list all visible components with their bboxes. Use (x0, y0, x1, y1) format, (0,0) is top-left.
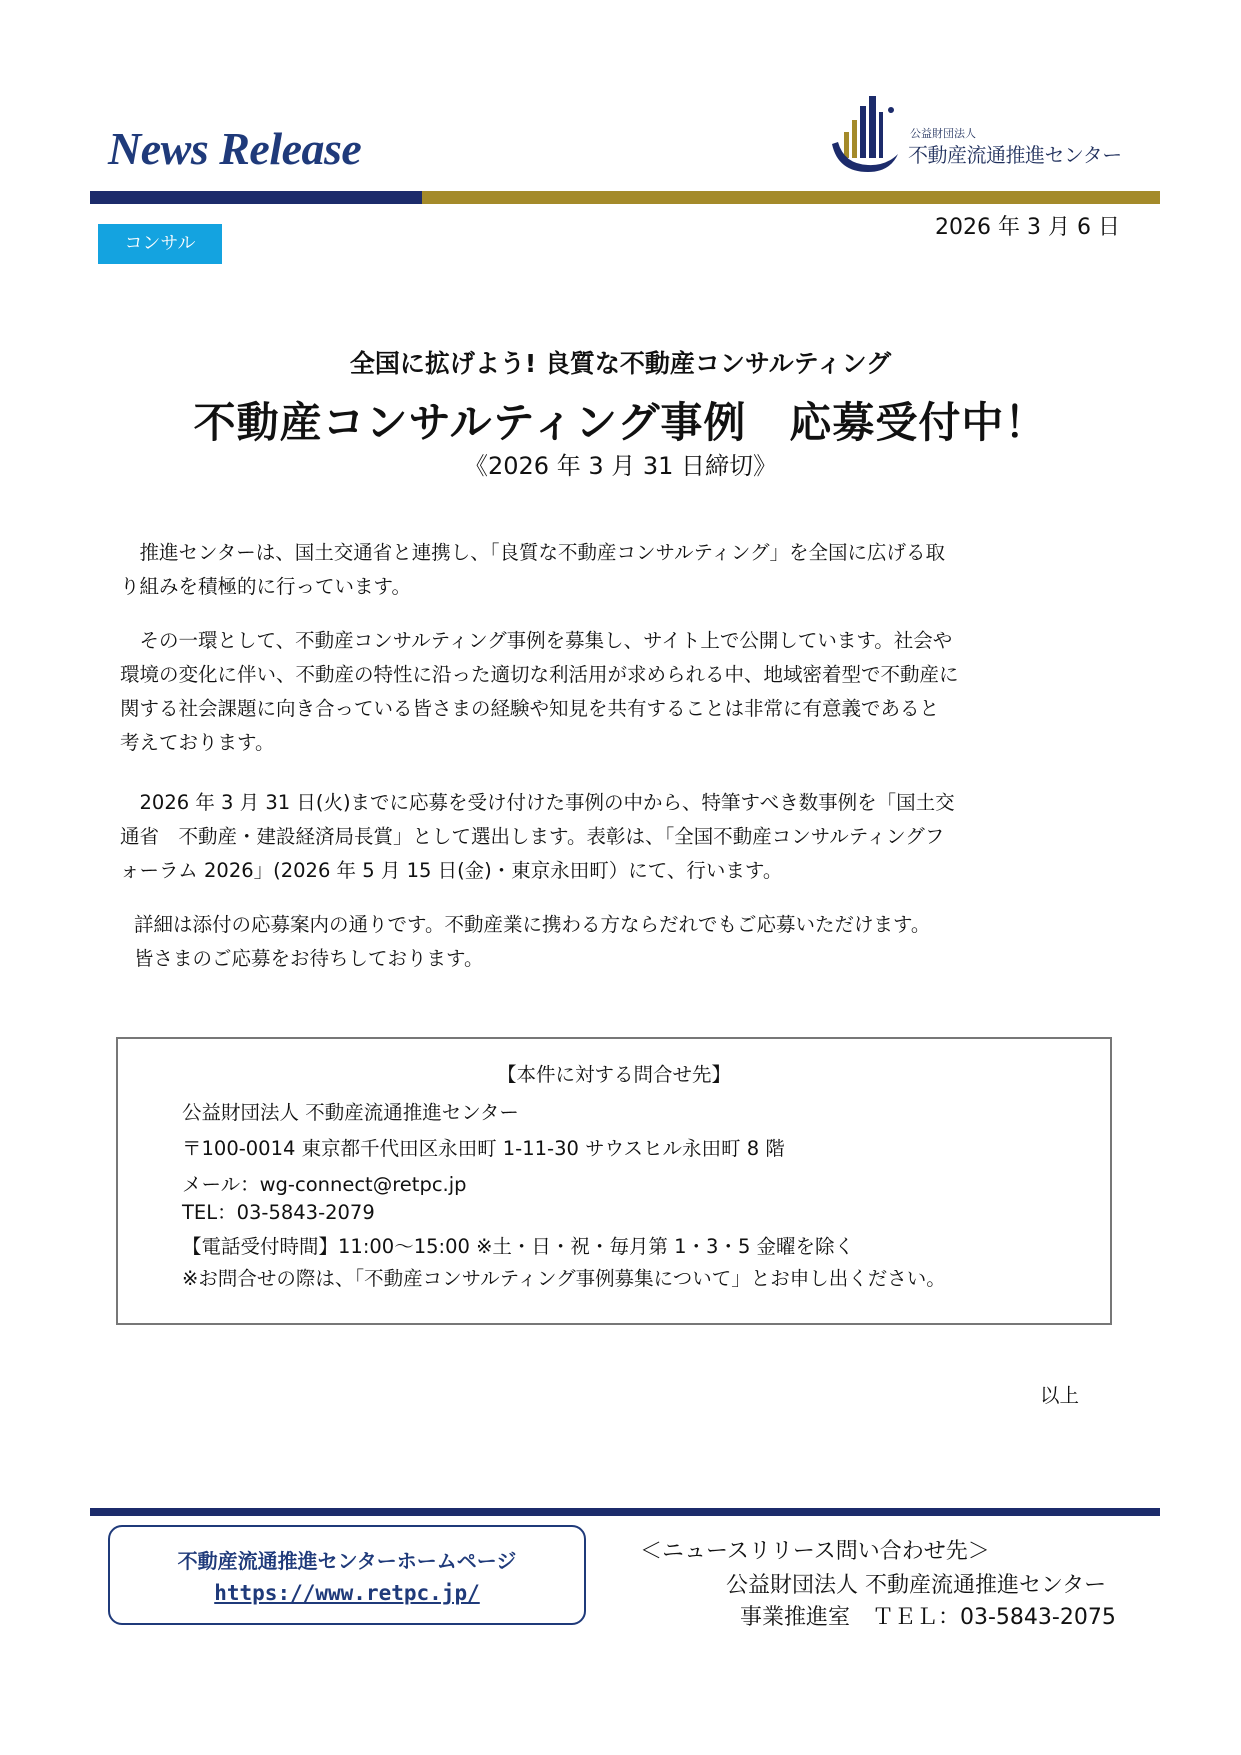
press-contact-department: 事業推進室 ＴＥＬ：03-5843-2075 (740, 1605, 1116, 1630)
contact-email[interactable]: メール：wg-connect@retpc.jp (182, 1173, 467, 1196)
organization-logo-icon (828, 92, 900, 176)
news-release-title: News Release (108, 123, 362, 174)
homepage-link[interactable]: https://www.retpc.jp/ (214, 1581, 480, 1605)
contact-hours: 【電話受付時間】11:00～15:00 ※土・日・祝・毎月第 1・3・5 金曜を除く (182, 1235, 855, 1258)
contact-address: 〒100-0014 東京都千代田区永田町 1-11-30 サウスヒル永田町 8 階 (182, 1137, 785, 1160)
contact-heading: 【本件に対する問合せ先】 (496, 1063, 731, 1086)
body-line: り組みを積極的に行っています。 (120, 575, 411, 598)
contact-note: ※お問合せの際は、「不動産コンサルティング事例募集について」とお申し出ください。 (182, 1267, 946, 1290)
body-line: 考えております。 (120, 731, 275, 754)
body-line: ォーラム 2026」(2026 年 5 月 15 日(金)・東京永田町）にて、行います。 (120, 859, 783, 882)
body-line: 関する社会課題に向き合っている皆さまの経験や知見を共有することは非常に有意義であると (120, 697, 940, 720)
contact-box (116, 1037, 1112, 1325)
press-contact-organization: 公益財団法人 不動産流通推進センター (726, 1573, 1107, 1598)
body-line: その一環として、不動産コンサルティング事例を募集し、サイト上で公開しています。社会や (120, 629, 953, 652)
headline-deadline: 《2026 年 3 月 31 日締切》 (463, 452, 778, 480)
header-rule-gold (422, 191, 1160, 204)
body-paragraph-4 (134, 908, 1134, 976)
body-line: 通省 不動産・建設経済局長賞」として選出します。表彰は、「全国不動産コンサルティングフ (120, 825, 945, 848)
homepage-box (108, 1525, 586, 1625)
body-line: 推進センターは、国土交通省と連携し、「良質な不動産コンサルティング」を全国に広げる取 (120, 541, 946, 564)
body-paragraph-2 (120, 624, 1120, 760)
headline-title: 不動産コンサルティング事例 応募受付中！ (193, 398, 1048, 447)
closing-text: 以上 (1040, 1384, 1080, 1407)
homepage-label: 不動産流通推進センターホームページ (177, 1549, 517, 1573)
logo-subtitle: 公益財団法人 (910, 127, 976, 140)
press-contact-heading: ＜ニュースリリース問い合わせ先＞ (640, 1539, 990, 1564)
body-paragraph-3 (120, 786, 1120, 888)
header-rule-navy (90, 191, 422, 204)
body-paragraph-1 (120, 536, 1120, 604)
body-line: 詳細は添付の応募案内の通りです。不動産業に携わる方ならだれでもご応募いただけます。 (134, 913, 931, 936)
body-line: 2026 年 3 月 31 日(火)までに応募を受け付けた事例の中から、特筆すべき数事例を「国土交 (120, 791, 955, 814)
headline-subtitle: 全国に拡げよう! 良質な不動産コンサルティング (349, 349, 892, 378)
footer-rule (90, 1508, 1160, 1516)
body-line: 皆さまのご応募をお待ちしております。 (134, 947, 484, 970)
logo-organization-name: 不動産流通推進センター (908, 143, 1122, 167)
contact-organization: 公益財団法人 不動産流通推進センター (182, 1101, 519, 1124)
body-line: 環境の変化に伴い、不動産の特性に沿った適切な利活用が求められる中、地域密着型で不動産に (120, 663, 959, 686)
release-date: 2026 年 3 月 6 日 (935, 215, 1120, 240)
category-badge: コンサル (98, 224, 222, 264)
contact-phone: TEL：03-5843-2079 (182, 1201, 375, 1224)
